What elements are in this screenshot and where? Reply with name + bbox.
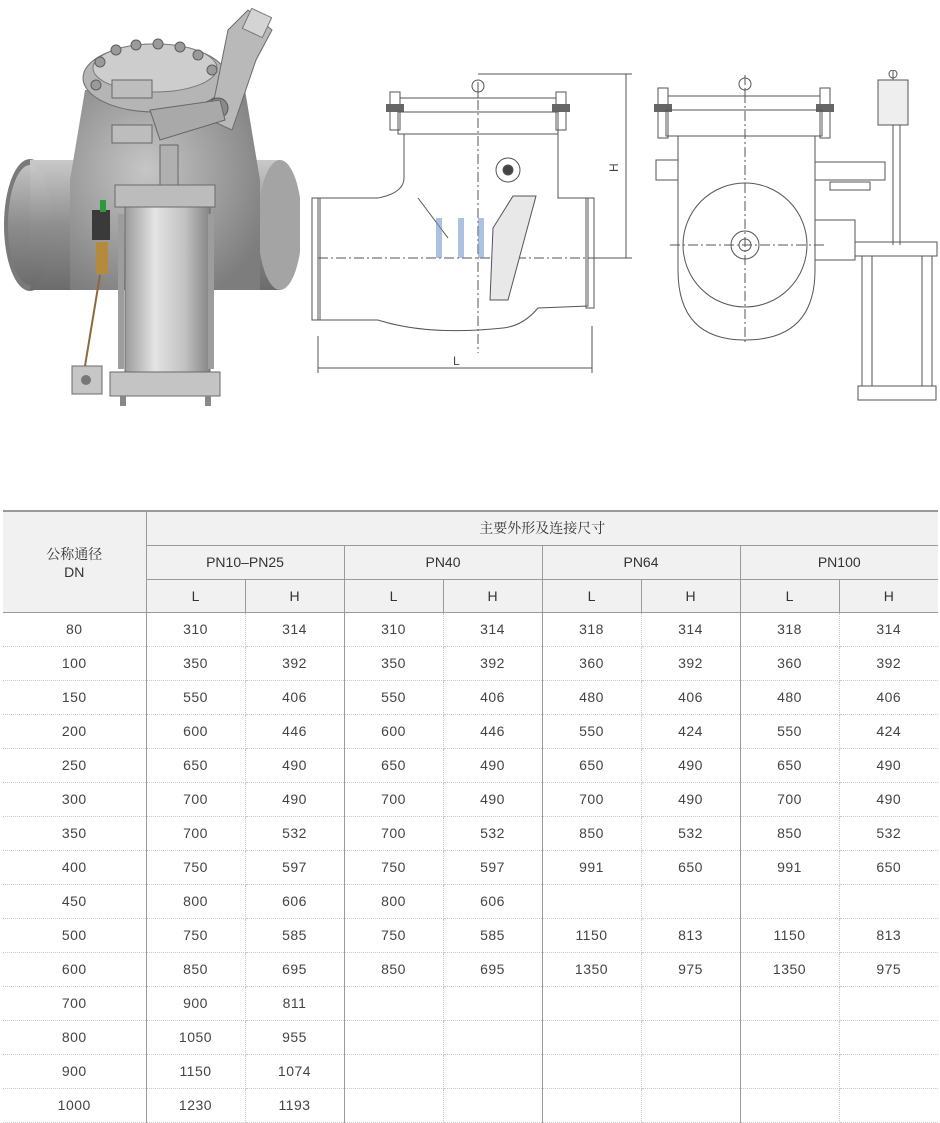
group-header-pn10-pn25: PN10–PN25 — [146, 545, 344, 579]
table-cell — [542, 1054, 641, 1088]
table-cell: 900 — [146, 986, 245, 1020]
sub-header-l: L — [740, 579, 839, 612]
table-cell — [542, 986, 641, 1020]
front-view-drawing — [650, 70, 940, 420]
table-cell — [344, 986, 443, 1020]
table-cell: 1150 — [146, 1054, 245, 1088]
table-cell — [641, 884, 740, 918]
table-cell: 350 — [146, 646, 245, 680]
table-cell: 480 — [740, 680, 839, 714]
table-cell: 1150 — [542, 918, 641, 952]
table-cell: 695 — [245, 952, 344, 986]
table-row — [3, 918, 938, 952]
dn-cell: 900 — [3, 1054, 146, 1088]
table-cell: 600 — [146, 714, 245, 748]
table-row — [3, 680, 938, 714]
table-cell: 800 — [344, 884, 443, 918]
table-row — [3, 850, 938, 884]
table-cell: 650 — [740, 748, 839, 782]
table-row — [3, 748, 938, 782]
table-cell — [443, 986, 542, 1020]
table-cell: 975 — [839, 952, 938, 986]
dn-header-line1: 公称通径 — [46, 545, 103, 562]
table-cell: 314 — [641, 612, 740, 646]
table-cell: 424 — [839, 714, 938, 748]
table-cell: 700 — [344, 782, 443, 816]
table-cell: 490 — [839, 782, 938, 816]
table-cell: 850 — [344, 952, 443, 986]
table-row — [3, 816, 938, 850]
table-cell: 1350 — [542, 952, 641, 986]
table-cell: 650 — [146, 748, 245, 782]
table-cell: 406 — [245, 680, 344, 714]
table-cell: 310 — [146, 612, 245, 646]
table-row — [3, 1054, 938, 1088]
table-cell: 550 — [542, 714, 641, 748]
table-cell: 318 — [740, 612, 839, 646]
table-cell: 532 — [245, 816, 344, 850]
table-cell: 424 — [641, 714, 740, 748]
dn-cell: 150 — [3, 680, 146, 714]
table-cell — [344, 1020, 443, 1054]
table-cell: 446 — [443, 714, 542, 748]
main-dimensions-header: 主要外形及连接尺寸 — [146, 511, 938, 545]
dn-cell: 450 — [3, 884, 146, 918]
table-row — [3, 612, 938, 646]
table-cell: 750 — [344, 918, 443, 952]
table-cell: 314 — [839, 612, 938, 646]
table-cell: 850 — [146, 952, 245, 986]
sub-header-l: L — [542, 579, 641, 612]
table-cell: 850 — [542, 816, 641, 850]
table-body — [3, 612, 938, 1122]
table-cell: 991 — [542, 850, 641, 884]
sub-header-h: H — [443, 579, 542, 612]
dn-cell: 700 — [3, 986, 146, 1020]
table-cell: 490 — [245, 782, 344, 816]
table-cell: 490 — [443, 748, 542, 782]
table-cell — [740, 1054, 839, 1088]
table-cell: 392 — [443, 646, 542, 680]
group-header-pn100: PN100 — [740, 545, 938, 579]
table-cell — [641, 1054, 740, 1088]
dn-cell: 600 — [3, 952, 146, 986]
table-cell: 650 — [839, 850, 938, 884]
table-cell — [740, 1020, 839, 1054]
table-cell: 1150 — [740, 918, 839, 952]
table-cell — [839, 1054, 938, 1088]
table-cell: 1230 — [146, 1088, 245, 1122]
sub-header-l: L — [344, 579, 443, 612]
table-row — [3, 782, 938, 816]
table-cell: 700 — [740, 782, 839, 816]
table-row — [3, 714, 938, 748]
table-row — [3, 1020, 938, 1054]
table-cell — [839, 1020, 938, 1054]
table-cell: 314 — [245, 612, 344, 646]
table-cell: 490 — [245, 748, 344, 782]
table-cell: 811 — [245, 986, 344, 1020]
table-cell: 532 — [443, 816, 542, 850]
table-cell: 600 — [344, 714, 443, 748]
table-cell — [443, 1054, 542, 1088]
table-cell: 360 — [542, 646, 641, 680]
table-cell: 813 — [641, 918, 740, 952]
table-cell: 850 — [740, 816, 839, 850]
table-cell: 597 — [245, 850, 344, 884]
sub-header-h: H — [245, 579, 344, 612]
sub-header-l: L — [146, 579, 245, 612]
table-cell: 1350 — [740, 952, 839, 986]
table-cell — [740, 884, 839, 918]
table-cell: 550 — [344, 680, 443, 714]
table-cell: 650 — [542, 748, 641, 782]
table-cell — [443, 1020, 542, 1054]
table-cell: 606 — [443, 884, 542, 918]
table-cell: 750 — [146, 850, 245, 884]
table-cell — [542, 884, 641, 918]
sub-header-h: H — [839, 579, 938, 612]
table-cell — [344, 1054, 443, 1088]
table-cell: 490 — [443, 782, 542, 816]
dn-header-cell — [3, 511, 146, 612]
table-cell: 392 — [641, 646, 740, 680]
table-cell: 480 — [542, 680, 641, 714]
table-cell: 406 — [839, 680, 938, 714]
dn-cell: 800 — [3, 1020, 146, 1054]
sub-header-h: H — [641, 579, 740, 612]
table-cell — [641, 1020, 740, 1054]
table-row — [3, 646, 938, 680]
figures-area — [0, 0, 940, 430]
group-header-pn64: PN64 — [542, 545, 740, 579]
table-cell: 650 — [641, 850, 740, 884]
table-cell — [740, 986, 839, 1020]
table-cell: 700 — [542, 782, 641, 816]
table-cell: 597 — [443, 850, 542, 884]
table-cell: 490 — [641, 748, 740, 782]
table-cell — [839, 884, 938, 918]
table-cell: 750 — [146, 918, 245, 952]
table-cell: 585 — [443, 918, 542, 952]
table-cell: 975 — [641, 952, 740, 986]
table-cell: 1193 — [245, 1088, 344, 1122]
dn-cell: 200 — [3, 714, 146, 748]
dn-header-line2: DN — [64, 563, 85, 580]
dn-cell: 500 — [3, 918, 146, 952]
table-row — [3, 952, 938, 986]
dn-cell: 300 — [3, 782, 146, 816]
table-cell: 532 — [641, 816, 740, 850]
dimension-table — [3, 510, 938, 1123]
table-row — [3, 884, 938, 918]
dn-cell: 400 — [3, 850, 146, 884]
side-view-drawing — [308, 68, 638, 378]
table-cell: 585 — [245, 918, 344, 952]
dim-label-l: L — [453, 354, 460, 368]
table-cell: 650 — [344, 748, 443, 782]
table-cell: 800 — [146, 884, 245, 918]
table-cell: 392 — [245, 646, 344, 680]
table-cell: 750 — [344, 850, 443, 884]
table-cell: 392 — [839, 646, 938, 680]
table-cell: 490 — [641, 782, 740, 816]
table-cell — [839, 986, 938, 1020]
table-cell: 360 — [740, 646, 839, 680]
table-cell: 813 — [839, 918, 938, 952]
table-cell: 550 — [146, 680, 245, 714]
table-cell: 955 — [245, 1020, 344, 1054]
dn-cell: 350 — [3, 816, 146, 850]
table-cell: 1074 — [245, 1054, 344, 1088]
group-header-pn40: PN40 — [344, 545, 542, 579]
table-cell: 695 — [443, 952, 542, 986]
dn-cell: 250 — [3, 748, 146, 782]
table-cell — [542, 1020, 641, 1054]
dn-cell: 1000 — [3, 1088, 146, 1122]
dim-label-h: H — [607, 163, 621, 172]
table-cell: 700 — [146, 782, 245, 816]
table-cell: 406 — [443, 680, 542, 714]
table-cell: 700 — [344, 816, 443, 850]
valve-photo — [0, 0, 300, 420]
table-cell: 700 — [146, 816, 245, 850]
table-cell: 606 — [245, 884, 344, 918]
table-cell: 350 — [344, 646, 443, 680]
table-row — [3, 986, 938, 1020]
table-cell: 550 — [740, 714, 839, 748]
table-cell: 314 — [443, 612, 542, 646]
table-cell: 1050 — [146, 1020, 245, 1054]
table-cell: 532 — [839, 816, 938, 850]
table-cell: 310 — [344, 612, 443, 646]
table-cell: 446 — [245, 714, 344, 748]
table-cell: 406 — [641, 680, 740, 714]
table-cell: 318 — [542, 612, 641, 646]
table-cell: 991 — [740, 850, 839, 884]
table-cell — [641, 986, 740, 1020]
table-cell: 490 — [839, 748, 938, 782]
dn-cell: 100 — [3, 646, 146, 680]
dn-cell: 80 — [3, 612, 146, 646]
